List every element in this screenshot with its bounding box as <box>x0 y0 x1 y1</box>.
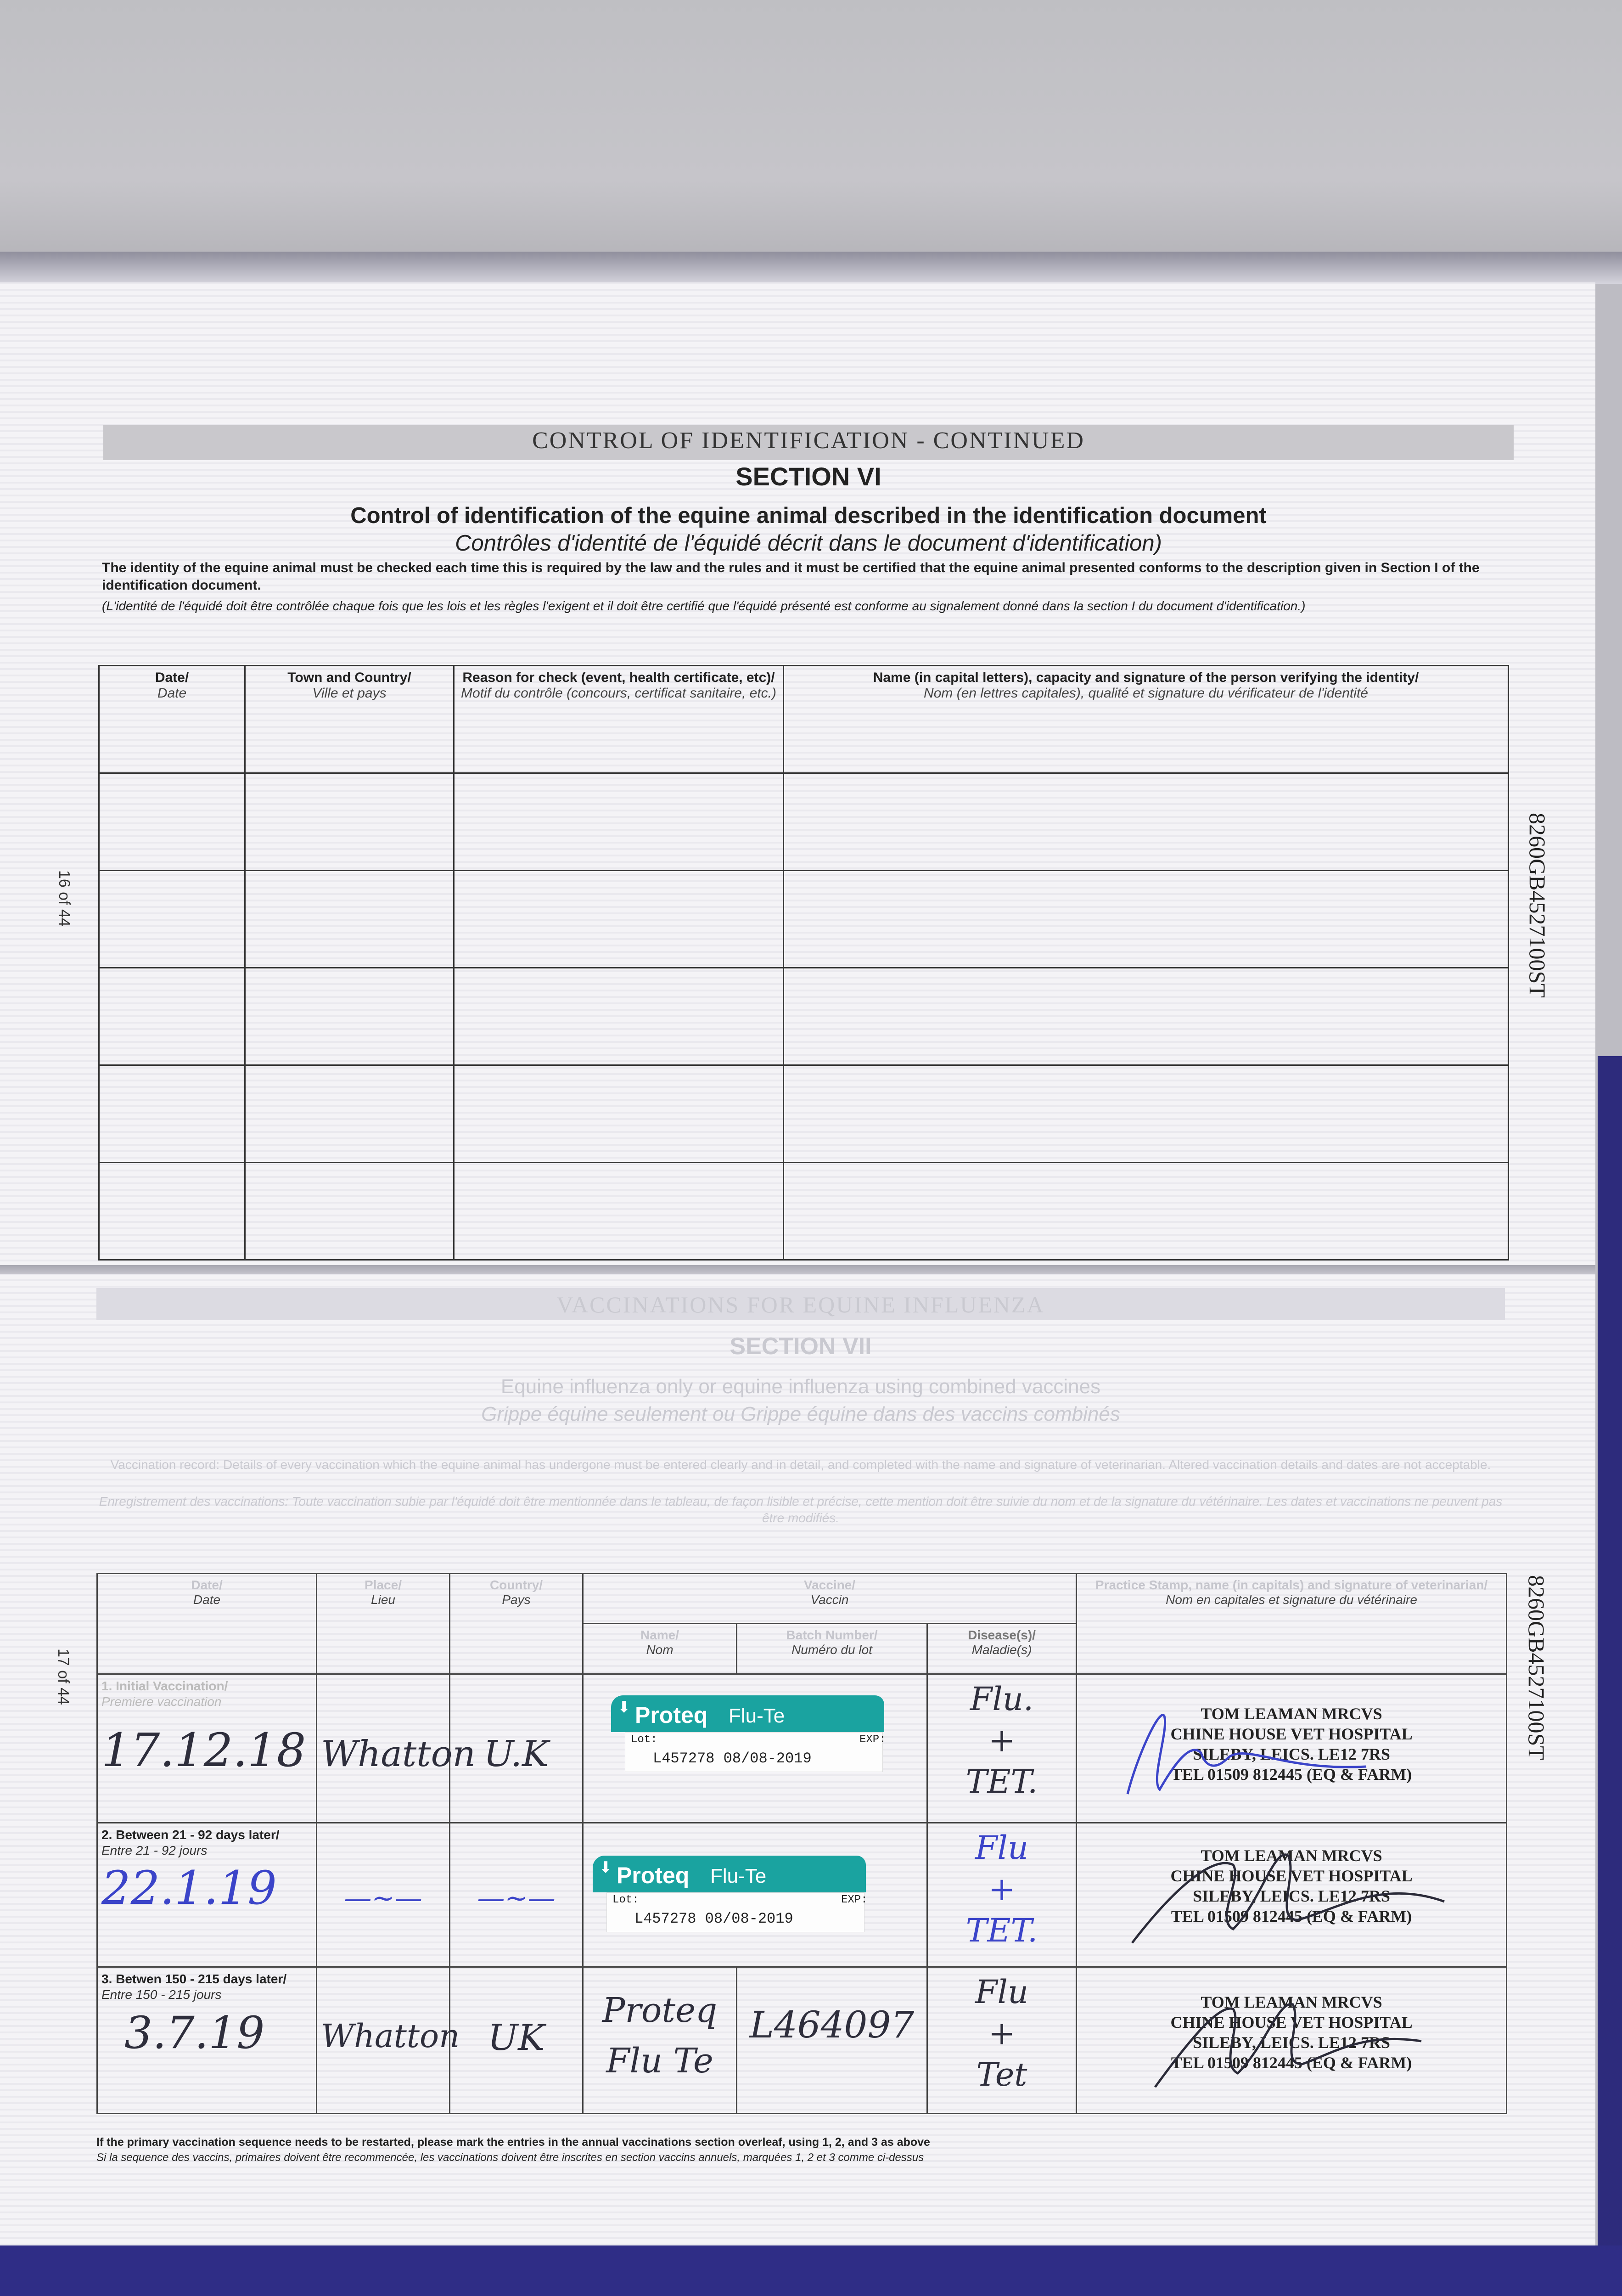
vaccine-sticker-cell[interactable] <box>583 1674 927 1823</box>
row-label: 2. Between 21 - 92 days later/ <box>101 1828 280 1842</box>
vaccination-place: Whatton <box>321 2017 460 2055</box>
col-verifier-header: Name (in capital letters), capacity and signature of the person verifying the identity/ Nom (en lettres capitales), qualité et signature du vérificateur de l'identité <box>784 666 1509 773</box>
reason-cell[interactable] <box>454 871 784 968</box>
vaccine-sticker-cell[interactable] <box>583 1823 927 1967</box>
vaccination-date: 3.7.19 <box>124 2007 265 2059</box>
page-number-17: 17 of 44 <box>55 1649 72 1705</box>
verifier-cell[interactable] <box>784 871 1509 968</box>
verifier-cell[interactable] <box>784 1163 1509 1260</box>
footnote-fr: Si la sequence des vaccins, primaires doivent être recommencée, les vaccinations doivent être inscrites en section vaccins annuels, marquées 1, 2 et 3 comme ci-dessus <box>96 2151 924 2164</box>
vet-header: Practice Stamp, name (in capitals) and signature of veterinarian/ Nom en capitales et signature du vétérinaire <box>1077 1574 1507 1674</box>
section-vii-title: SECTION VII <box>730 1333 872 1360</box>
vaccination-date: 17.12.18 <box>101 1723 306 1777</box>
control-intro-en: The identity of the equine animal must be checked each time this is required by the law and the rules and it must be certified that the equine animal presented conforms to the description given in Section I of the identification document. <box>102 560 1480 593</box>
col-town-header: Town and Country/ Ville et pays <box>245 666 454 773</box>
table-row <box>97 1967 1507 2114</box>
verifier-cell[interactable] <box>784 1065 1509 1163</box>
name-header: Name/ Nom <box>583 1624 737 1674</box>
table-row <box>97 1674 1507 1823</box>
control-banner: CONTROL OF IDENTIFICATION - CONTINUED <box>532 428 1085 454</box>
col-date-header: Date/ Date <box>99 666 245 773</box>
control-title-en: Control of identification of the equine animal described in the identification document <box>350 503 1267 528</box>
vet-stamp-cell[interactable] <box>1077 1967 1507 2114</box>
vaccine-name: Proteq Flu Te <box>602 1991 718 2081</box>
date-cell[interactable] <box>97 1823 317 1967</box>
control-intro-fr: (L'identité de l'équidé doit être contrôlée chaque fois que les lois et les règles l'exigent et il doit être certifié que l'équidé présenté est conforme au signalement donné dans la section I du document d'identification.) <box>102 599 1306 613</box>
identity-check-header <box>99 666 1509 773</box>
disease-cell[interactable]: Flu. + TET. <box>927 1674 1077 1823</box>
country-cell[interactable] <box>450 1823 583 1967</box>
reason-cell[interactable] <box>454 1163 784 1260</box>
vaccine-header: Vaccine/ Vaccin <box>583 1574 1077 1624</box>
date-header: Date/ Date <box>97 1574 317 1674</box>
batch-number: L457278 08/08-2019 <box>634 1910 793 1927</box>
country-cell[interactable] <box>450 1674 583 1823</box>
place-cell[interactable] <box>317 1967 460 2114</box>
passport-cover-right <box>1598 1056 1622 2296</box>
vaccination-title-fr: Grippe équine seulement ou Grippe équine dans des vaccins combinés <box>481 1403 1120 1425</box>
vet-stamp-cell[interactable] <box>1077 1823 1507 1967</box>
row-label-fr: Premiere vaccination <box>101 1694 222 1709</box>
table-row <box>99 968 1509 1065</box>
batch-number: L457278 08/08-2019 <box>653 1750 812 1767</box>
town-cell[interactable] <box>245 871 454 968</box>
identity-check-table <box>98 665 1509 1261</box>
vet-signature <box>1146 1977 1431 2096</box>
date-cell[interactable] <box>99 1065 245 1163</box>
town-cell[interactable] <box>245 1163 454 1260</box>
place-header: Place/ Lieu <box>317 1574 450 1674</box>
date-cell[interactable] <box>99 1163 245 1260</box>
disease-cell[interactable]: Flu + Tet <box>927 1967 1077 2114</box>
date-cell[interactable] <box>99 968 245 1065</box>
disease-cell[interactable]: Flu + TET. <box>927 1823 1077 1967</box>
vaccination-title-en: Equine influenza only or equine influenza using combined vaccines <box>500 1375 1101 1398</box>
passport-code-17: 8260GB4527100ST <box>1524 1575 1549 1760</box>
passport-cover-bottom <box>0 2245 1622 2296</box>
vaccination-place: —~— <box>344 1882 422 1914</box>
table-row <box>97 1823 1507 1967</box>
town-cell[interactable] <box>245 773 454 871</box>
table-row <box>99 1065 1509 1163</box>
footnote-en: If the primary vaccination sequence needs to be restarted, please mark the entries in the annual vaccinations section overleaf, using 1, 2, and 3 as above <box>96 2136 930 2149</box>
vaccination-country: —~— <box>477 1882 556 1914</box>
disease-header: Disease(s)/ Maladie(s) <box>927 1624 1077 1674</box>
batch-cell[interactable] <box>737 1967 927 2114</box>
vaccination-intro-fr: Enregistrement des vaccinations: Toute vaccination subie par l'équidé doit être mentionnée dans le tableau, de façon lisible et précise, cette mention doit être suivie du nom et de la signature du vétérinaire. Les dates et vaccinations ne peuvent pas être modifiés. <box>99 1494 1503 1525</box>
scanner-background <box>0 0 1622 257</box>
vaccine-sticker: ⬇ Proteq Flu-Te Lot: EXP: L457278 08/08-2019 <box>611 1695 884 1771</box>
reason-cell[interactable] <box>454 773 784 871</box>
vet-stamp: TOM LEAMAN MRCVS CHINE HOUSE VET HOSPITAL SILEBY, LEICS. LE12 7RS TEL 01509 812445 (EQ & FARM) <box>1170 1993 1413 2072</box>
table-row <box>99 773 1509 871</box>
date-cell[interactable] <box>97 1674 317 1823</box>
date-cell[interactable] <box>99 871 245 968</box>
vaccination-intro-en: Vaccination record: Details of every vaccination which the equine animal has undergone must be entered clearly and in detail, and completed with the name and signature of veterinarian. Altered vaccination details and dates are not acceptable. <box>110 1458 1491 1472</box>
vaccine-sticker: ⬇ Proteq Flu-Te Lot: EXP: L457278 08/08-2019 <box>593 1856 866 1931</box>
reason-cell[interactable] <box>454 1065 784 1163</box>
vaccination-country: U.K <box>483 1733 549 1775</box>
row-label-fr: Entre 21 - 92 jours <box>101 1843 208 1857</box>
row-label-fr: Entre 150 - 215 jours <box>101 1987 222 2002</box>
vaccine-name-cell[interactable] <box>583 1967 737 2114</box>
vaccination-banner: VACCINATIONS FOR EQUINE INFLUENZA <box>556 1292 1045 1317</box>
reason-cell[interactable] <box>454 968 784 1065</box>
vaccination-date: 22.1.19 <box>101 1861 277 1915</box>
sticker-arrow-icon: ⬇ <box>617 1699 631 1716</box>
vaccination-country: UK <box>488 2017 545 2059</box>
batch-header: Batch Number/ Numéro du lot <box>737 1624 927 1674</box>
date-cell[interactable] <box>97 1967 317 2114</box>
row-label: 1. Initial Vaccination/ <box>101 1679 228 1693</box>
passport-code-16: 8260GB4527100ST <box>1525 813 1550 998</box>
row-label: 3. Betwen 150 - 215 days later/ <box>101 1972 287 1986</box>
town-cell[interactable] <box>245 1065 454 1163</box>
vet-signature <box>1109 1688 1385 1803</box>
section-vi-title: SECTION VI <box>735 462 881 491</box>
place-cell[interactable] <box>317 1674 476 1823</box>
vaccination-table <box>96 1573 1507 2114</box>
vaccination-place: Whatton <box>321 1733 476 1775</box>
vaccination-header-row <box>97 1574 1507 1624</box>
vet-stamp: TOM LEAMAN MRCVS CHINE HOUSE VET HOSPITAL SILEBY, LEICS. LE12 7RS TEL 01509 812445 (EQ & FARM) <box>1170 1846 1413 1925</box>
vet-signature <box>1123 1828 1481 1952</box>
town-cell[interactable] <box>245 968 454 1065</box>
control-title-fr: Contrôles d'identité de l'équidé décrit dans le document d'identification) <box>455 531 1162 556</box>
table-row <box>99 871 1509 968</box>
sticker-arrow-icon: ⬇ <box>599 1859 612 1876</box>
country-header: Country/ Pays <box>450 1574 583 1674</box>
place-cell[interactable] <box>317 1823 450 1967</box>
vet-stamp-cell[interactable] <box>1077 1674 1507 1823</box>
vet-stamp: TOM LEAMAN MRCVS CHINE HOUSE VET HOSPITAL SILEBY, LEICS. LE12 7RS TEL 01509 812445 (EQ & FARM) <box>1170 1705 1413 1784</box>
verifier-cell[interactable] <box>784 968 1509 1065</box>
batch-number: L464097 <box>749 2003 915 2046</box>
date-cell[interactable] <box>99 773 245 871</box>
verifier-cell[interactable] <box>784 773 1509 871</box>
table-row <box>99 1163 1509 1260</box>
col-reason-header: Reason for check (event, health certificate, etc)/ Motif du contrôle (concours, certificat sanitaire, etc.) <box>454 666 784 773</box>
page-number-16: 16 of 44 <box>56 870 73 927</box>
country-cell[interactable] <box>450 1967 583 2114</box>
passport-cover-edge <box>0 252 1622 284</box>
